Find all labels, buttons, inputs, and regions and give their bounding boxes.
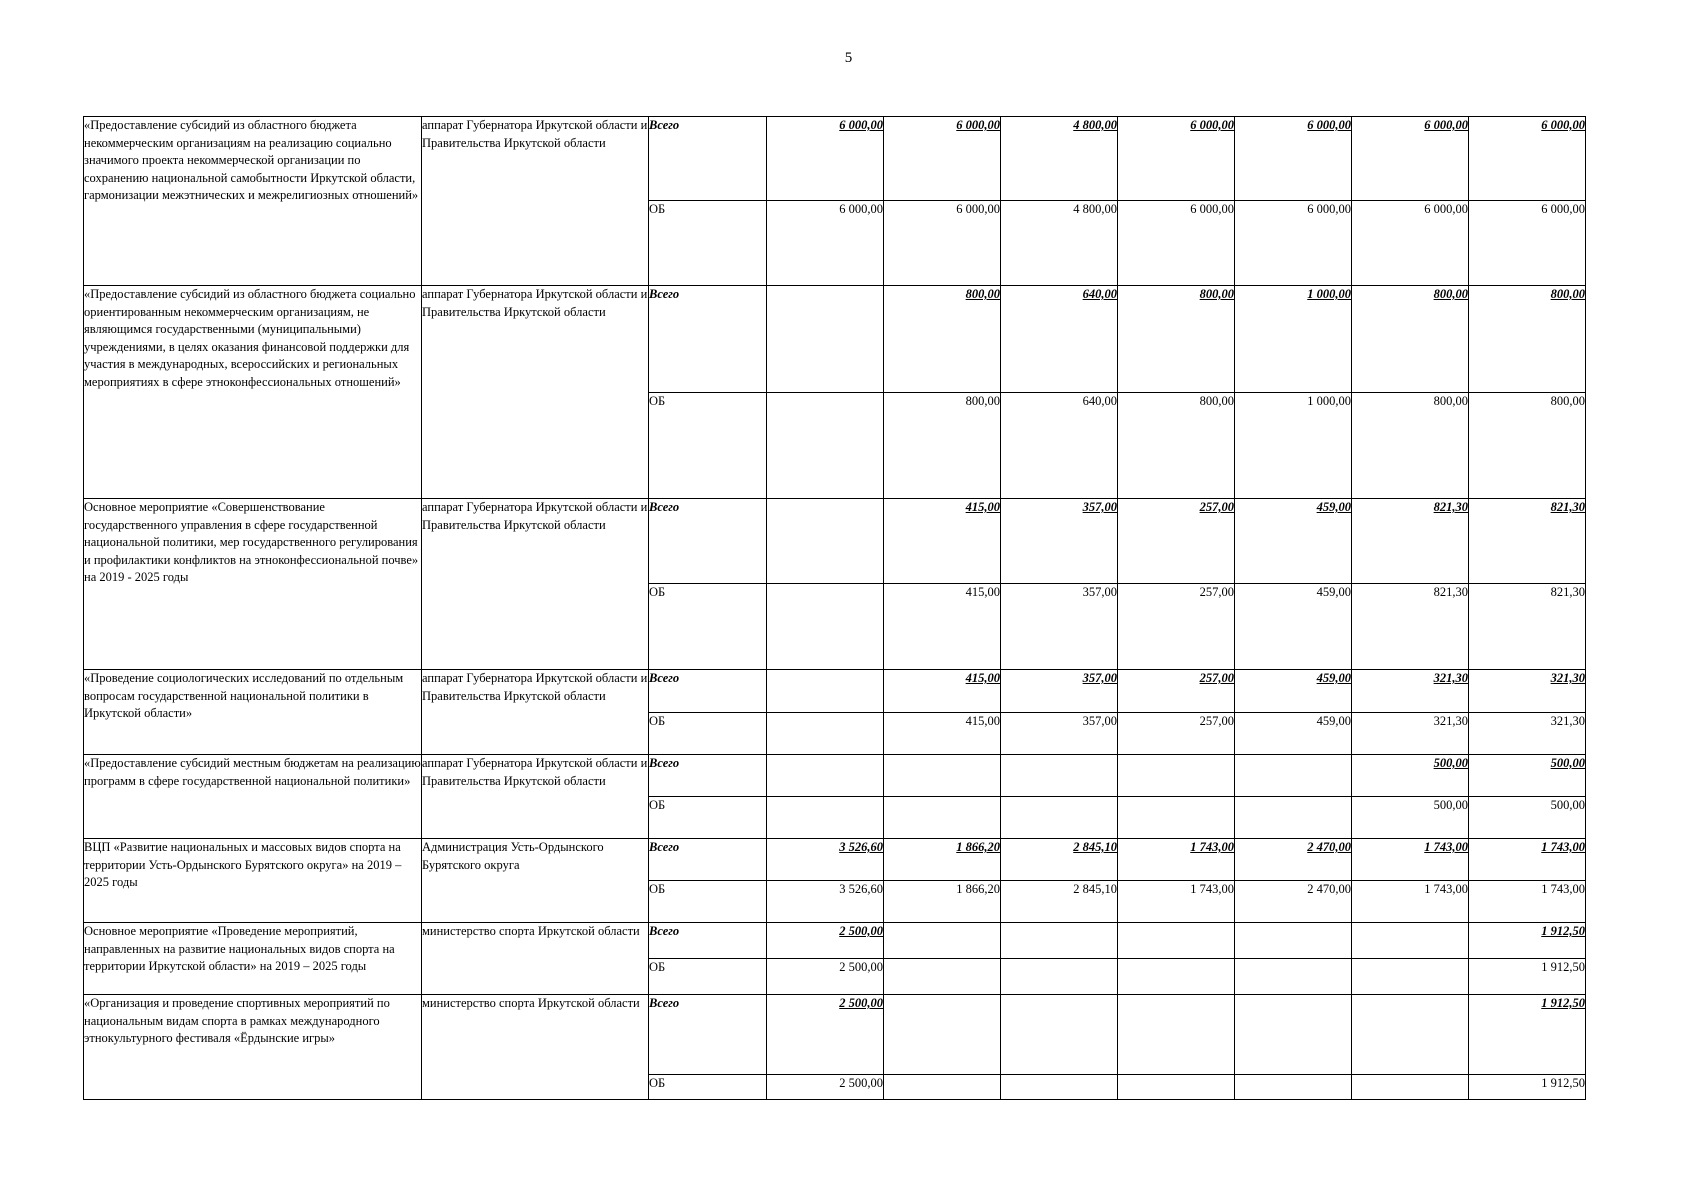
ob-value-cell — [884, 1075, 1001, 1100]
total-value-cell — [884, 923, 1001, 959]
total-value-cell — [1352, 923, 1469, 959]
source-label-total: Всего — [649, 670, 767, 713]
page-number: 5 — [844, 50, 853, 66]
ob-value-cell — [1001, 1075, 1118, 1100]
ob-value-cell — [767, 797, 884, 839]
total-value-cell — [767, 670, 884, 713]
total-value-cell: 415,00 — [884, 499, 1001, 584]
total-value-cell: 6 000,00 — [1469, 117, 1586, 201]
total-value-cell — [884, 755, 1001, 797]
total-value-cell: 1 000,00 — [1235, 286, 1352, 393]
ob-value-cell: 257,00 — [1118, 584, 1235, 670]
executor-name: министерство спорта Иркутской области — [422, 923, 649, 995]
table-row — [84, 923, 1586, 959]
ob-value-cell: 800,00 — [1469, 393, 1586, 499]
ob-value-cell: 1 000,00 — [1235, 393, 1352, 499]
ob-value-cell: 640,00 — [1001, 393, 1118, 499]
source-label-ob: ОБ — [649, 1075, 767, 1100]
ob-value-cell: 821,30 — [1469, 584, 1586, 670]
total-value-cell: 821,30 — [1469, 499, 1586, 584]
ob-value-cell — [1118, 797, 1235, 839]
source-label-total: Всего — [649, 286, 767, 393]
source-label-total: Всего — [649, 117, 767, 201]
total-value-cell: 459,00 — [1235, 670, 1352, 713]
ob-value-cell: 2 500,00 — [767, 1075, 884, 1100]
total-value-cell: 821,30 — [1352, 499, 1469, 584]
total-value-cell — [1235, 923, 1352, 959]
total-value-cell — [767, 286, 884, 393]
total-value-cell — [884, 995, 1001, 1075]
total-value-cell — [1118, 755, 1235, 797]
table-row — [84, 839, 1586, 881]
activity-name: «Предоставление субсидий из областного бюджета социально ориентированным некоммерческим организациям, не являющимся государственными (муниципальными) учреждениями, в целях оказания финансовой поддержки для участия в международных, всероссийских и региональных мероприятиях в сфере этноконфессиональных отношений» — [84, 286, 422, 499]
total-value-cell: 257,00 — [1118, 499, 1235, 584]
ob-value-cell: 6 000,00 — [1469, 201, 1586, 286]
ob-value-cell: 1 743,00 — [1469, 881, 1586, 923]
total-value-cell: 357,00 — [1001, 670, 1118, 713]
total-value-cell: 1 866,20 — [884, 839, 1001, 881]
ob-value-cell: 1 912,50 — [1469, 959, 1586, 995]
total-value-cell — [1001, 995, 1118, 1075]
activity-name: «Организация и проведение спортивных мероприятий по национальным видам спорта в рамках международного этнокультурного фестиваля «Ёрдынские игры» — [84, 995, 422, 1100]
total-value-cell: 640,00 — [1001, 286, 1118, 393]
total-value-cell: 6 000,00 — [767, 117, 884, 201]
total-value-cell: 415,00 — [884, 670, 1001, 713]
ob-value-cell: 800,00 — [1352, 393, 1469, 499]
source-label-ob: ОБ — [649, 201, 767, 286]
source-label-total: Всего — [649, 839, 767, 881]
ob-value-cell: 4 800,00 — [1001, 201, 1118, 286]
total-value-cell — [767, 499, 884, 584]
executor-name: аппарат Губернатора Иркутской области и Правительства Иркутской области — [422, 670, 649, 755]
total-value-cell: 1 743,00 — [1469, 839, 1586, 881]
total-value-cell — [1001, 755, 1118, 797]
total-value-cell — [767, 755, 884, 797]
ob-value-cell — [884, 959, 1001, 995]
total-value-cell: 500,00 — [1352, 755, 1469, 797]
ob-value-cell: 1 743,00 — [1352, 881, 1469, 923]
total-value-cell — [1235, 755, 1352, 797]
ob-value-cell — [1235, 797, 1352, 839]
ob-value-cell — [1352, 959, 1469, 995]
ob-value-cell: 1 743,00 — [1118, 881, 1235, 923]
ob-value-cell: 500,00 — [1352, 797, 1469, 839]
total-value-cell: 800,00 — [1469, 286, 1586, 393]
total-value-cell — [1352, 995, 1469, 1075]
total-value-cell — [1118, 995, 1235, 1075]
executor-name: министерство спорта Иркутской области — [422, 995, 649, 1100]
ob-value-cell — [1118, 959, 1235, 995]
total-value-cell: 1 912,50 — [1469, 995, 1586, 1075]
ob-value-cell: 2 470,00 — [1235, 881, 1352, 923]
budget-table — [83, 116, 1586, 1100]
executor-name: аппарат Губернатора Иркутской области и Правительства Иркутской области — [422, 117, 649, 286]
table-row — [84, 995, 1586, 1075]
ob-value-cell — [1001, 959, 1118, 995]
total-value-cell: 1 743,00 — [1352, 839, 1469, 881]
total-value-cell — [1235, 995, 1352, 1075]
total-value-cell: 6 000,00 — [1352, 117, 1469, 201]
total-value-cell: 3 526,60 — [767, 839, 884, 881]
ob-value-cell: 357,00 — [1001, 584, 1118, 670]
activity-name: «Проведение социологических исследований по отдельным вопросам государственной национальной политики в Иркутской области» — [84, 670, 422, 755]
ob-value-cell — [767, 713, 884, 755]
ob-value-cell: 800,00 — [884, 393, 1001, 499]
ob-value-cell: 321,30 — [1469, 713, 1586, 755]
ob-value-cell: 1 866,20 — [884, 881, 1001, 923]
ob-value-cell: 3 526,60 — [767, 881, 884, 923]
total-value-cell: 321,30 — [1352, 670, 1469, 713]
activity-name: «Предоставление субсидий из областного бюджета некоммерческим организациям на реализацию социально значимого проекта некоммерческой организации по сохранению национальной самобытности Иркутской области, гармонизации межэтнических и межрелигиозных отношений» — [84, 117, 422, 286]
ob-value-cell — [767, 393, 884, 499]
table-row — [84, 286, 1586, 393]
total-value-cell: 257,00 — [1118, 670, 1235, 713]
table-row — [84, 117, 1586, 201]
total-value-cell: 6 000,00 — [1235, 117, 1352, 201]
source-label-total: Всего — [649, 923, 767, 959]
ob-value-cell: 6 000,00 — [767, 201, 884, 286]
total-value-cell: 4 800,00 — [1001, 117, 1118, 201]
total-value-cell: 1 912,50 — [1469, 923, 1586, 959]
total-value-cell: 500,00 — [1469, 755, 1586, 797]
executor-name: аппарат Губернатора Иркутской области и Правительства Иркутской области — [422, 755, 649, 839]
table-row — [84, 670, 1586, 713]
ob-value-cell: 415,00 — [884, 713, 1001, 755]
ob-value-cell: 415,00 — [884, 584, 1001, 670]
ob-value-cell: 500,00 — [1469, 797, 1586, 839]
ob-value-cell: 6 000,00 — [1235, 201, 1352, 286]
total-value-cell: 459,00 — [1235, 499, 1352, 584]
total-value-cell: 321,30 — [1469, 670, 1586, 713]
total-value-cell: 6 000,00 — [884, 117, 1001, 201]
total-value-cell: 800,00 — [1352, 286, 1469, 393]
source-label-ob: ОБ — [649, 713, 767, 755]
source-label-ob: ОБ — [649, 584, 767, 670]
ob-value-cell: 1 912,50 — [1469, 1075, 1586, 1100]
ob-value-cell: 6 000,00 — [1118, 201, 1235, 286]
ob-value-cell: 459,00 — [1235, 584, 1352, 670]
total-value-cell — [1001, 923, 1118, 959]
activity-name: Основное мероприятие «Совершенствование государственного управления в сфере государственной национальной политики, мер государственного регулирования и профилактики конфликтов на этноконфессиональной почве» на 2019 - 2025 годы — [84, 499, 422, 670]
activity-name: «Предоставление субсидий местным бюджетам на реализацию программ в сфере государственной национальной политики» — [84, 755, 422, 839]
source-label-ob: ОБ — [649, 393, 767, 499]
ob-value-cell: 6 000,00 — [1352, 201, 1469, 286]
ob-value-cell: 2 845,10 — [1001, 881, 1118, 923]
ob-value-cell — [1001, 797, 1118, 839]
activity-name: Основное мероприятие «Проведение мероприятий, направленных на развитие национальных видов спорта на территории Иркутской области» на 2019 – 2025 годы — [84, 923, 422, 995]
total-value-cell — [1118, 923, 1235, 959]
total-value-cell: 800,00 — [1118, 286, 1235, 393]
executor-name: Администрация Усть-Ордынского Бурятского округа — [422, 839, 649, 923]
ob-value-cell: 357,00 — [1001, 713, 1118, 755]
source-label-ob: ОБ — [649, 959, 767, 995]
total-value-cell: 357,00 — [1001, 499, 1118, 584]
activity-name: ВЦП «Развитие национальных и массовых видов спорта на территории Усть-Ордынского Бурятского округа» на 2019 – 2025 годы — [84, 839, 422, 923]
executor-name: аппарат Губернатора Иркутской области и Правительства Иркутской области — [422, 499, 649, 670]
table-row — [84, 755, 1586, 797]
ob-value-cell: 6 000,00 — [884, 201, 1001, 286]
ob-value-cell — [1352, 1075, 1469, 1100]
source-label-ob: ОБ — [649, 797, 767, 839]
total-value-cell: 2 500,00 — [767, 995, 884, 1075]
total-value-cell: 2 500,00 — [767, 923, 884, 959]
ob-value-cell: 257,00 — [1118, 713, 1235, 755]
table-row — [84, 499, 1586, 584]
total-value-cell: 2 470,00 — [1235, 839, 1352, 881]
total-value-cell: 800,00 — [884, 286, 1001, 393]
total-value-cell: 1 743,00 — [1118, 839, 1235, 881]
source-label-ob: ОБ — [649, 881, 767, 923]
ob-value-cell: 800,00 — [1118, 393, 1235, 499]
executor-name: аппарат Губернатора Иркутской области и Правительства Иркутской области — [422, 286, 649, 499]
ob-value-cell — [1118, 1075, 1235, 1100]
ob-value-cell: 321,30 — [1352, 713, 1469, 755]
ob-value-cell: 459,00 — [1235, 713, 1352, 755]
ob-value-cell — [884, 797, 1001, 839]
source-label-total: Всего — [649, 755, 767, 797]
ob-value-cell — [1235, 959, 1352, 995]
source-label-total: Всего — [649, 499, 767, 584]
total-value-cell: 6 000,00 — [1118, 117, 1235, 201]
ob-value-cell: 821,30 — [1352, 584, 1469, 670]
source-label-total: Всего — [649, 995, 767, 1075]
ob-value-cell — [1235, 1075, 1352, 1100]
ob-value-cell — [767, 584, 884, 670]
total-value-cell: 2 845,10 — [1001, 839, 1118, 881]
ob-value-cell: 2 500,00 — [767, 959, 884, 995]
